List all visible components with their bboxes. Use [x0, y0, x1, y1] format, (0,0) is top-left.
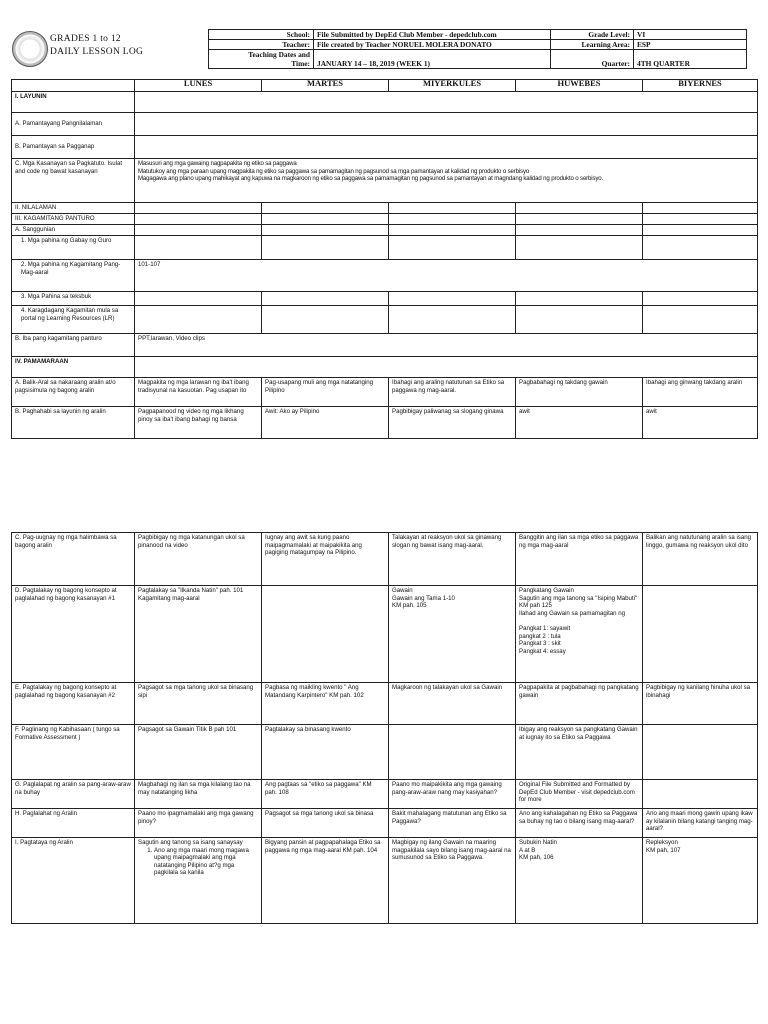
cell [135, 292, 262, 306]
pagtataya-martes: Bigyang pansin at pagpapahalaga Etiko sa paggawa ng mga mag-aaral KM pah. 104 [262, 838, 389, 924]
cell [262, 306, 389, 334]
kasanayan-line-1: Masusuri ang mga gawaing nagpapakita ng etiko sa paggawa [138, 160, 297, 167]
corner-cell [12, 80, 135, 92]
pagtataya-lunes-intro: Sagutin ang tanong sa isang sanaysay [138, 839, 243, 846]
cell [389, 225, 516, 236]
pagtalakay-2-martes: Pagbasa ng maikling kwento " Ang Matandang Karpintero" KM pah. 102 [262, 683, 389, 725]
cell [643, 236, 758, 260]
row-label-kasanayan: C. Mga Kasanayan sa Pagkatuto. Isulat and code ng bawat kasanayan [12, 159, 135, 203]
row-label-teksbuk: 3. Mga Pahina sa teksbuk [12, 292, 135, 306]
pagtalakay-1-lunes: Pagtalakay sa "Ilkanda Natin" pah. 101 Kagamitang mag-aaral [135, 586, 262, 683]
pagtalakay-2-biyernes: Pagbibigay ng kanilang hinuha ukol sa ibinahagi [643, 683, 758, 725]
lesson-table-part-1 [11, 79, 758, 439]
cell [262, 214, 389, 225]
title-line-1: GRADES 1 to 12 [50, 34, 121, 44]
pagtataya-biyernes: Repleksyon KM pah, 107 [643, 838, 758, 924]
section-kagamitang-panturo: III. KAGAMITANG PANTURO [12, 214, 135, 225]
paglalahat-biyernes: Ano ang maari mong gawin upang ikaw ay kilalanin bilang katangi tanging mag-aaral? [643, 809, 758, 838]
row-label-pagtalakay-2: E. Pagtalakay ng bagong konsepto at paglalahad ng bagong kasanayan #2 [12, 683, 135, 725]
paglalapat-miyerkules: Paano mo maipakikita ang mga gawaing pang-araw-araw nang may kasiyahan? [389, 780, 516, 809]
paglalapat-biyernes [643, 780, 758, 809]
cell [389, 292, 516, 306]
pagtalakay-1-martes [262, 586, 389, 683]
teaching-dates-value: JANUARY 14 – 18, 2019 (WEEK 1) [314, 50, 551, 69]
teacher-value: File created by Teacher NORUEL MOLERA DONATO [314, 40, 551, 50]
cell [262, 225, 389, 236]
teaching-dates-label-line-2: Time: [291, 59, 310, 68]
row-label-karagdagang-kagamitan: 4. Karagdagang Kagamitan mula sa portal ng Learning Resources (LR) [12, 306, 135, 334]
iba-pang-kagamitang-value: PPT,larawan, Video clips [135, 334, 758, 357]
pagtataya-question-1: 1. Ano ang mga maari mong magawa upang maipagmalaki ang mga natatanging Pilipino at?g mga pagkilala sa kanila [154, 847, 258, 877]
row-label-pamantayang-pangnilalaman: A. Pamantayang Pangnilalaman [12, 113, 135, 136]
quarter-label: Quarter: [551, 50, 634, 69]
cell [135, 203, 262, 214]
section-pamamaraan: IV. PAMAMARAAN [12, 357, 135, 378]
row-label-kagamitang-pang-mag-aaral: 2. Mga pahina ng Kagamitang Pang-Mag-aaral [12, 260, 135, 292]
quarter-value: 4TH QUARTER [634, 50, 747, 69]
row-label-paghahabi: B. Paghahabi sa layunin ng aralin [12, 407, 135, 439]
pagtalakay-1-huwebes: Pangkatang Gawain Sagutin ang mga tanong sa "Isiping Mabuti" KM pah 125 Ilahad ang Gawain sa pamamagitan ng Pangkat 1: sayawit pangkat 2 : tula Pangkat 3 : skit Pangkat 4: essay [516, 586, 643, 683]
cell [389, 306, 516, 334]
header-info-table [208, 29, 747, 69]
row-label-pagtataya: I. Pagtataya ng Aralin [12, 838, 135, 924]
cell [262, 292, 389, 306]
teaching-dates-label [209, 50, 314, 69]
pagtalakay-2-lunes: Pagsagot sa mga tanong ukol sa binasang sipi [135, 683, 262, 725]
cell [643, 225, 758, 236]
row-label-sanggunian: A. Sanggunian [12, 225, 135, 236]
day-header-miyerkules: MIYERKULES [389, 80, 516, 92]
pag-uugnay-miyerkules: Talakayan at reaksyon ukol sa ginawang slogan ng bawat isang mag-aaral. [389, 533, 516, 586]
teacher-label: Teacher: [209, 40, 314, 50]
day-header-huwebes: HUWEBES [516, 80, 643, 92]
paglinang-miyerkules [389, 725, 516, 780]
cell [643, 292, 758, 306]
pag-uugnay-martes: Iugnay ang awit sa kung paano maipagmamalaki at maipakikita ang pagiging matagumpay na Pilipino. [262, 533, 389, 586]
kasanayan-line-3: Magagawa ang plano upang mahikayat ang kapuwa na magkaroon ng etiko sa paggawa sa pamamagitan ng pagsunod sa pamantayan at magndang kalidad ng produkto o serbisyo. [138, 175, 604, 183]
pamantayan-pagganap-cell [135, 136, 758, 159]
kasanayan-cell [135, 159, 758, 203]
kasanayan-line-2: Matutukoy ang mga paraan upang magpakita ng etiko sa paggawa sa pamamagitan ng pagsunod sa mga pamantayan at kalidad ng produkto o serbisyo [138, 167, 530, 175]
paglalapat-lunes: Magbahagi ng ilan sa mga kilalang tao na may natatanging likha [135, 780, 262, 809]
cell [643, 306, 758, 334]
document-title [50, 33, 143, 59]
day-header-martes: MARTES [262, 80, 389, 92]
row-label-paglalapat: G. Paglalapat ng aralin sa pang-araw-araw na buhay [12, 780, 135, 809]
deped-seal-icon [12, 31, 48, 67]
pagtalakay-2-huwebes: Pagpapakita at pagbabahagi ng pangkatang gawain [516, 683, 643, 725]
cell [516, 236, 643, 260]
balik-aral-miyerkules: Ibahagi ang araling natutunan sa Etiko sa paggawa ng mag-aaral. [389, 378, 516, 407]
pag-uugnay-huwebes: Banggitin ang ilan sa mga etiko sa paggawa ng mga mag-aaral [516, 533, 643, 586]
cell [135, 225, 262, 236]
row-label-paglinang: F. Paglinang ng Kabihasaan ( tungo sa Formative Assessment ) [12, 725, 135, 780]
cell [262, 236, 389, 260]
paglinang-huwebes: Ibigay ang reaksyon sa pangkatang Gawain at iugnay ito sa Etiko sa Paggawa [516, 725, 643, 780]
paghahabi-huwebes: awit [516, 407, 643, 439]
teaching-dates-label-line-1: Teaching Dates and [248, 50, 310, 59]
paglinang-martes: Pagtalakay sa binasang kwento [262, 725, 389, 780]
cell [262, 203, 389, 214]
cell [135, 236, 262, 260]
cell [135, 214, 262, 225]
cell [135, 306, 262, 334]
row-label-pagtalakay-1: D. Pagtalakay ng bagong konsepto at paglalahad ng bagong kasanayan #1 [12, 586, 135, 683]
paghahabi-miyerkules: Pagbibigay paliwanag sa slogang ginawa [389, 407, 516, 439]
cell [516, 203, 643, 214]
pag-uugnay-lunes: Pagbibigay ng mga katanungan ukol sa pinanood na video [135, 533, 262, 586]
paglalahat-lunes: Paano mo ipagmamalaki ang mga gawang pinoy? [135, 809, 262, 838]
lesson-table-part-2 [11, 532, 758, 924]
pagtalakay-1-miyerkules: Gawain Gawain ang Tama 1-10 KM pah. 105 [389, 586, 516, 683]
pamamaraan-cell [135, 357, 758, 378]
paglalahat-martes: Pagsagot sa mga tanong ukol sa binasa [262, 809, 389, 838]
row-label-pamantayan-pagganap: B. Pamantayan sa Pagganap [12, 136, 135, 159]
learning-area-label: Learning Area: [551, 40, 634, 50]
paglalapat-huwebes: Original File Submitted and Formatted by DepEd Club Member - visit depedclub.com for more [516, 780, 643, 809]
day-header-lunes: LUNES [135, 80, 262, 92]
paghahabi-biyernes: awit [643, 407, 758, 439]
section-nilalaman: II. NILALAMAN [12, 203, 135, 214]
balik-aral-martes: Pag-usapang muli ang mga natatanging Pilipino [262, 378, 389, 407]
paglalahat-miyerkules: Bakit mahalagang matutunan ang Etiko sa Paggawa? [389, 809, 516, 838]
day-header-biyernes: BIYERNES [643, 80, 758, 92]
cell [516, 292, 643, 306]
cell [516, 306, 643, 334]
row-label-balik-aral: A. Balik-Aral sa nakaraang aralin at/o pagsisimula ng bagong aralin [12, 378, 135, 407]
school-label: School: [209, 30, 314, 40]
pagtataya-huwebes: Subukin Natin A at B KM pah, 106 [516, 838, 643, 924]
pagtalakay-2-miyerkules: Magkaroon ng talakayan ukol sa Gawain [389, 683, 516, 725]
paglalahat-huwebes: Ano ang kahalagahan ng Etiko sa Paggawa sa buhay ng tao o bilang isang mag-aaral? [516, 809, 643, 838]
cell [516, 214, 643, 225]
row-label-pag-uugnay: C. Pag-uugnay ng mga halimbawa sa bagong aralin [12, 533, 135, 586]
title-line-2: DAILY LESSON LOG [50, 47, 144, 57]
section-layunin: I. LAYUNIN [12, 92, 135, 113]
layunin-cell [135, 92, 758, 113]
pag-uugnay-biyernes: Balikan ang natutunang aralin sa isang linggo, gumawa ng reaksyon ukol dito [643, 533, 758, 586]
cell [643, 214, 758, 225]
cell [389, 203, 516, 214]
paglinang-lunes: Pagsagot sa Gawain Titik B pah 101 [135, 725, 262, 780]
row-label-gabay-ng-guro: 1. Mga pahina ng Gabay ng Guro [12, 236, 135, 260]
paglinang-biyernes [643, 725, 758, 780]
paghahabi-martes: Awit: Ako ay Pilipino [262, 407, 389, 439]
pagtataya-lunes [135, 838, 262, 924]
pamantayang-cell [135, 113, 758, 136]
cell [516, 225, 643, 236]
balik-aral-huwebes: Pagbabahagi ng takdang gawain [516, 378, 643, 407]
paglalapat-martes: Ang pagtaas sa "etiko sa paggawa" KM pah. 108 [262, 780, 389, 809]
school-value: File Submitted by DepEd Club Member - depedclub.com [314, 30, 551, 40]
cell [389, 236, 516, 260]
grade-level-value: VI [634, 30, 747, 40]
cell [643, 203, 758, 214]
grade-level-label: Grade Level: [551, 30, 634, 40]
pagtalakay-1-biyernes [643, 586, 758, 683]
cell [389, 214, 516, 225]
balik-aral-lunes: Magpakita ng mga larawan ng iba't ibang tradisyunal na kasuotan. Pag usapan ito [135, 378, 262, 407]
balik-aral-biyernes: Ibahagi ang ginwang takdang aralin [643, 378, 758, 407]
paghahabi-lunes: Pagpapanood ng video ng mga likhang pinoy sa iba't ibang bahagi ng bansa [135, 407, 262, 439]
kagamitang-pang-mag-aaral-value: 101-107 [135, 260, 758, 292]
learning-area-value: ESP [634, 40, 747, 50]
row-label-paglalahat: H. Paglalahat ng Aralin [12, 809, 135, 838]
pagtataya-miyerkules: Magbigay ng ilang Gawain na maaring magpakilala sayo bilang isang mag-aaral na sumusunod sa Etiko sa Paggawa. [389, 838, 516, 924]
pagtataya-question-list [138, 847, 258, 877]
row-label-iba-pang-kagamitang: B. Iba pang kagamitang panturo [12, 334, 135, 357]
